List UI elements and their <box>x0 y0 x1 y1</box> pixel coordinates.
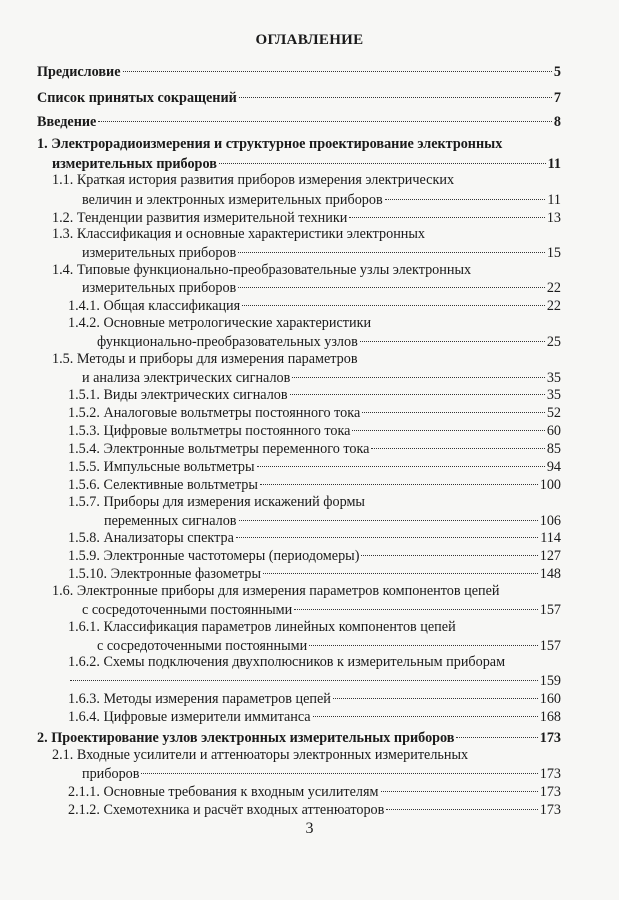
toc-entry-text: 1.5.10. Электронные фазометры <box>68 566 262 582</box>
toc-entry-introduction[interactable] <box>37 111 561 131</box>
toc-entry-text: 1.2. Тенденции развития измерительной техники <box>52 210 348 226</box>
toc-entry-page: 13 <box>546 210 561 226</box>
toc-entry-text: 1.6.4. Цифровые измерители иммитанса <box>68 709 311 725</box>
leader-dots <box>333 684 538 699</box>
toc-entry-text: Предисловие <box>37 64 121 80</box>
toc-entry-text: 2. Проектирование узлов электронных измерительных приборов <box>37 730 455 746</box>
leader-dots <box>238 273 545 288</box>
toc-entry-1-1-line1[interactable]: 1.1. Краткая история развития приборов измерения электрических <box>52 172 455 188</box>
toc-entry-1-4-2-line1[interactable]: 1.4.2. Основные метрологические характеристики <box>68 315 372 331</box>
toc-entry-page: 148 <box>539 566 561 582</box>
leader-dots <box>236 523 538 538</box>
toc-entry-text: переменных сигналов <box>104 513 237 529</box>
toc-entry-page: 85 <box>546 441 561 457</box>
leader-dots <box>70 666 538 681</box>
toc-entry-text: величин и электронных измерительных приборов <box>82 192 383 208</box>
toc-entry-text: 2.1.2. Схемотехника и расчёт входных аттенюаторов <box>68 802 385 818</box>
toc-entry-2-1-2[interactable] <box>68 799 561 819</box>
toc-entry-text: 1.5.3. Цифровые вольтметры постоянного тока <box>68 423 351 439</box>
leader-dots <box>313 702 538 717</box>
toc-chapter-1-line1[interactable]: 1. Электрорадиоизмерения и структурное проектирование электронных <box>37 136 503 152</box>
toc-entry-text: измерительных приборов <box>82 245 237 261</box>
toc-entry-page: 8 <box>553 114 561 130</box>
toc-entry-page: 127 <box>539 548 561 564</box>
leader-dots <box>349 203 544 218</box>
toc-entry-text: 1.5.2. Аналоговые вольтметры постоянного тока <box>68 405 361 421</box>
toc-entry-page: 173 <box>539 784 561 800</box>
toc-entry-text: и анализа электрических сигналов <box>82 370 291 386</box>
toc-entry-page: 173 <box>539 730 561 746</box>
toc-entry-page: 52 <box>546 405 561 421</box>
leader-dots <box>371 434 544 449</box>
leader-dots <box>294 595 538 610</box>
toc-entry-text: измерительных приборов <box>82 280 237 296</box>
toc-entry-text: Список принятых сокращений <box>37 90 237 106</box>
toc-entry-text: Введение <box>37 114 97 130</box>
toc-entry-page: 22 <box>546 298 561 314</box>
leader-dots <box>386 795 537 810</box>
toc-entry-page: 94 <box>546 459 561 475</box>
leader-dots <box>309 631 538 646</box>
toc-entry-page: 160 <box>539 691 561 707</box>
leader-dots <box>352 416 544 431</box>
toc-entry-page: 157 <box>539 638 561 654</box>
toc-entry-page: 106 <box>539 513 561 529</box>
page-number: 3 <box>305 820 314 837</box>
toc-entry-text: 1.5.6. Селективные вольтметры <box>68 477 258 493</box>
leader-dots <box>98 107 552 122</box>
toc-entry-text: 1.4.1. Общая классификация <box>68 298 241 314</box>
toc-entry-page: 22 <box>546 280 561 296</box>
leader-dots <box>141 759 537 774</box>
toc-entry-preface[interactable] <box>37 61 561 81</box>
toc-entry-text: 2.1.1. Основные требования к входным усилителям <box>68 784 379 800</box>
leader-dots <box>456 723 537 738</box>
toc-entry-text: 1.5.1. Виды электрических сигналов <box>68 387 288 403</box>
toc-entry-1-6[interactable] <box>82 599 561 619</box>
toc-entry-text: 1.5.5. Импульсные вольтметры <box>68 459 255 475</box>
leader-dots <box>381 777 538 792</box>
leader-dots <box>219 149 546 164</box>
toc-entry-page: 5 <box>553 64 561 80</box>
toc-entry-text: измерительных приборов <box>52 156 217 172</box>
toc-entry-text: функционально-преобразовательных узлов <box>97 334 358 350</box>
toc-entry-1-3-line1[interactable]: 1.3. Классификация и основные характеристики электронных <box>52 226 426 242</box>
leader-dots <box>361 541 537 556</box>
toc-entry-1-4-2[interactable] <box>97 331 561 351</box>
page-title: ОГЛАВЛЕНИЕ <box>255 32 364 48</box>
toc-entry-1-4-line1[interactable]: 1.4. Типовые функционально-преобразовательные узлы электронных <box>52 262 472 278</box>
toc-entry-page: 25 <box>546 334 561 350</box>
toc-entry-1-6-1-line1[interactable]: 1.6.1. Классификация параметров линейных компонентов цепей <box>68 619 456 635</box>
toc-entry-page: 159 <box>539 673 561 689</box>
leader-dots <box>123 57 552 72</box>
leader-dots <box>385 185 546 200</box>
leader-dots <box>238 238 545 253</box>
leader-dots <box>360 327 545 342</box>
toc-entry-1-6-line1[interactable]: 1.6. Электронные приборы для измерения параметров компонентов цепей <box>52 583 500 599</box>
toc-entry-page: 35 <box>546 370 561 386</box>
leader-dots <box>290 380 545 395</box>
toc-entry-text: 1.5.8. Анализаторы спектра <box>68 530 234 546</box>
toc-entry-page: 100 <box>539 477 561 493</box>
toc-entry-1-5-10[interactable] <box>68 563 561 583</box>
toc-entry-page: 15 <box>546 245 561 261</box>
toc-entry-page: 173 <box>539 802 561 818</box>
toc-entry-page: 114 <box>540 530 561 546</box>
toc-entry-page: 60 <box>546 423 561 439</box>
toc-entry-page: 7 <box>553 90 561 106</box>
toc-entry-text: приборов <box>82 766 140 782</box>
toc-entry-abbreviations[interactable] <box>37 87 561 107</box>
leader-dots <box>260 470 538 485</box>
toc-entry-text: 1.5.4. Электронные вольтметры переменного тока <box>68 441 370 457</box>
toc-entry-1-5-7-line1[interactable]: 1.5.7. Приборы для измерения искажений формы <box>68 494 365 510</box>
leader-dots <box>263 559 538 574</box>
toc-entry-text: 1.5.9. Электронные частотомеры (периодомеры) <box>68 548 360 564</box>
leader-dots <box>292 363 544 378</box>
toc-entry-text: с сосредоточенными постоянными <box>97 638 308 654</box>
toc-entry-page: 35 <box>546 387 561 403</box>
leader-dots <box>239 506 538 521</box>
toc-entry-page: 173 <box>539 766 561 782</box>
toc-entry-page: 11 <box>547 156 561 172</box>
toc-entry-1-4-1[interactable] <box>68 295 561 315</box>
toc-chapter-2[interactable] <box>37 727 561 747</box>
leader-dots <box>239 83 552 98</box>
toc-entry-page: 168 <box>539 709 561 725</box>
toc-entry-1-3[interactable] <box>82 242 561 262</box>
toc-entry-page: 11 <box>547 192 561 208</box>
toc-entry-2-1-line1[interactable]: 2.1. Входные усилители и аттенюаторы электронных измерительных <box>52 747 469 763</box>
leader-dots <box>257 452 545 467</box>
toc-entry-text: 1.6.3. Методы измерения параметров цепей <box>68 691 331 707</box>
toc-entry-1-6-2-line1[interactable]: 1.6.2. Схемы подключения двухполюсников к измерительным приборам <box>68 654 506 670</box>
toc-entry-page: 157 <box>539 602 561 618</box>
leader-dots <box>362 398 545 413</box>
toc-entry-1-5-6[interactable] <box>68 474 561 494</box>
leader-dots <box>242 291 545 306</box>
toc-entry-text: с сосредоточенными постоянными <box>82 602 293 618</box>
toc-entry-1-5-line1[interactable]: 1.5. Методы и приборы для измерения параметров <box>52 351 358 367</box>
